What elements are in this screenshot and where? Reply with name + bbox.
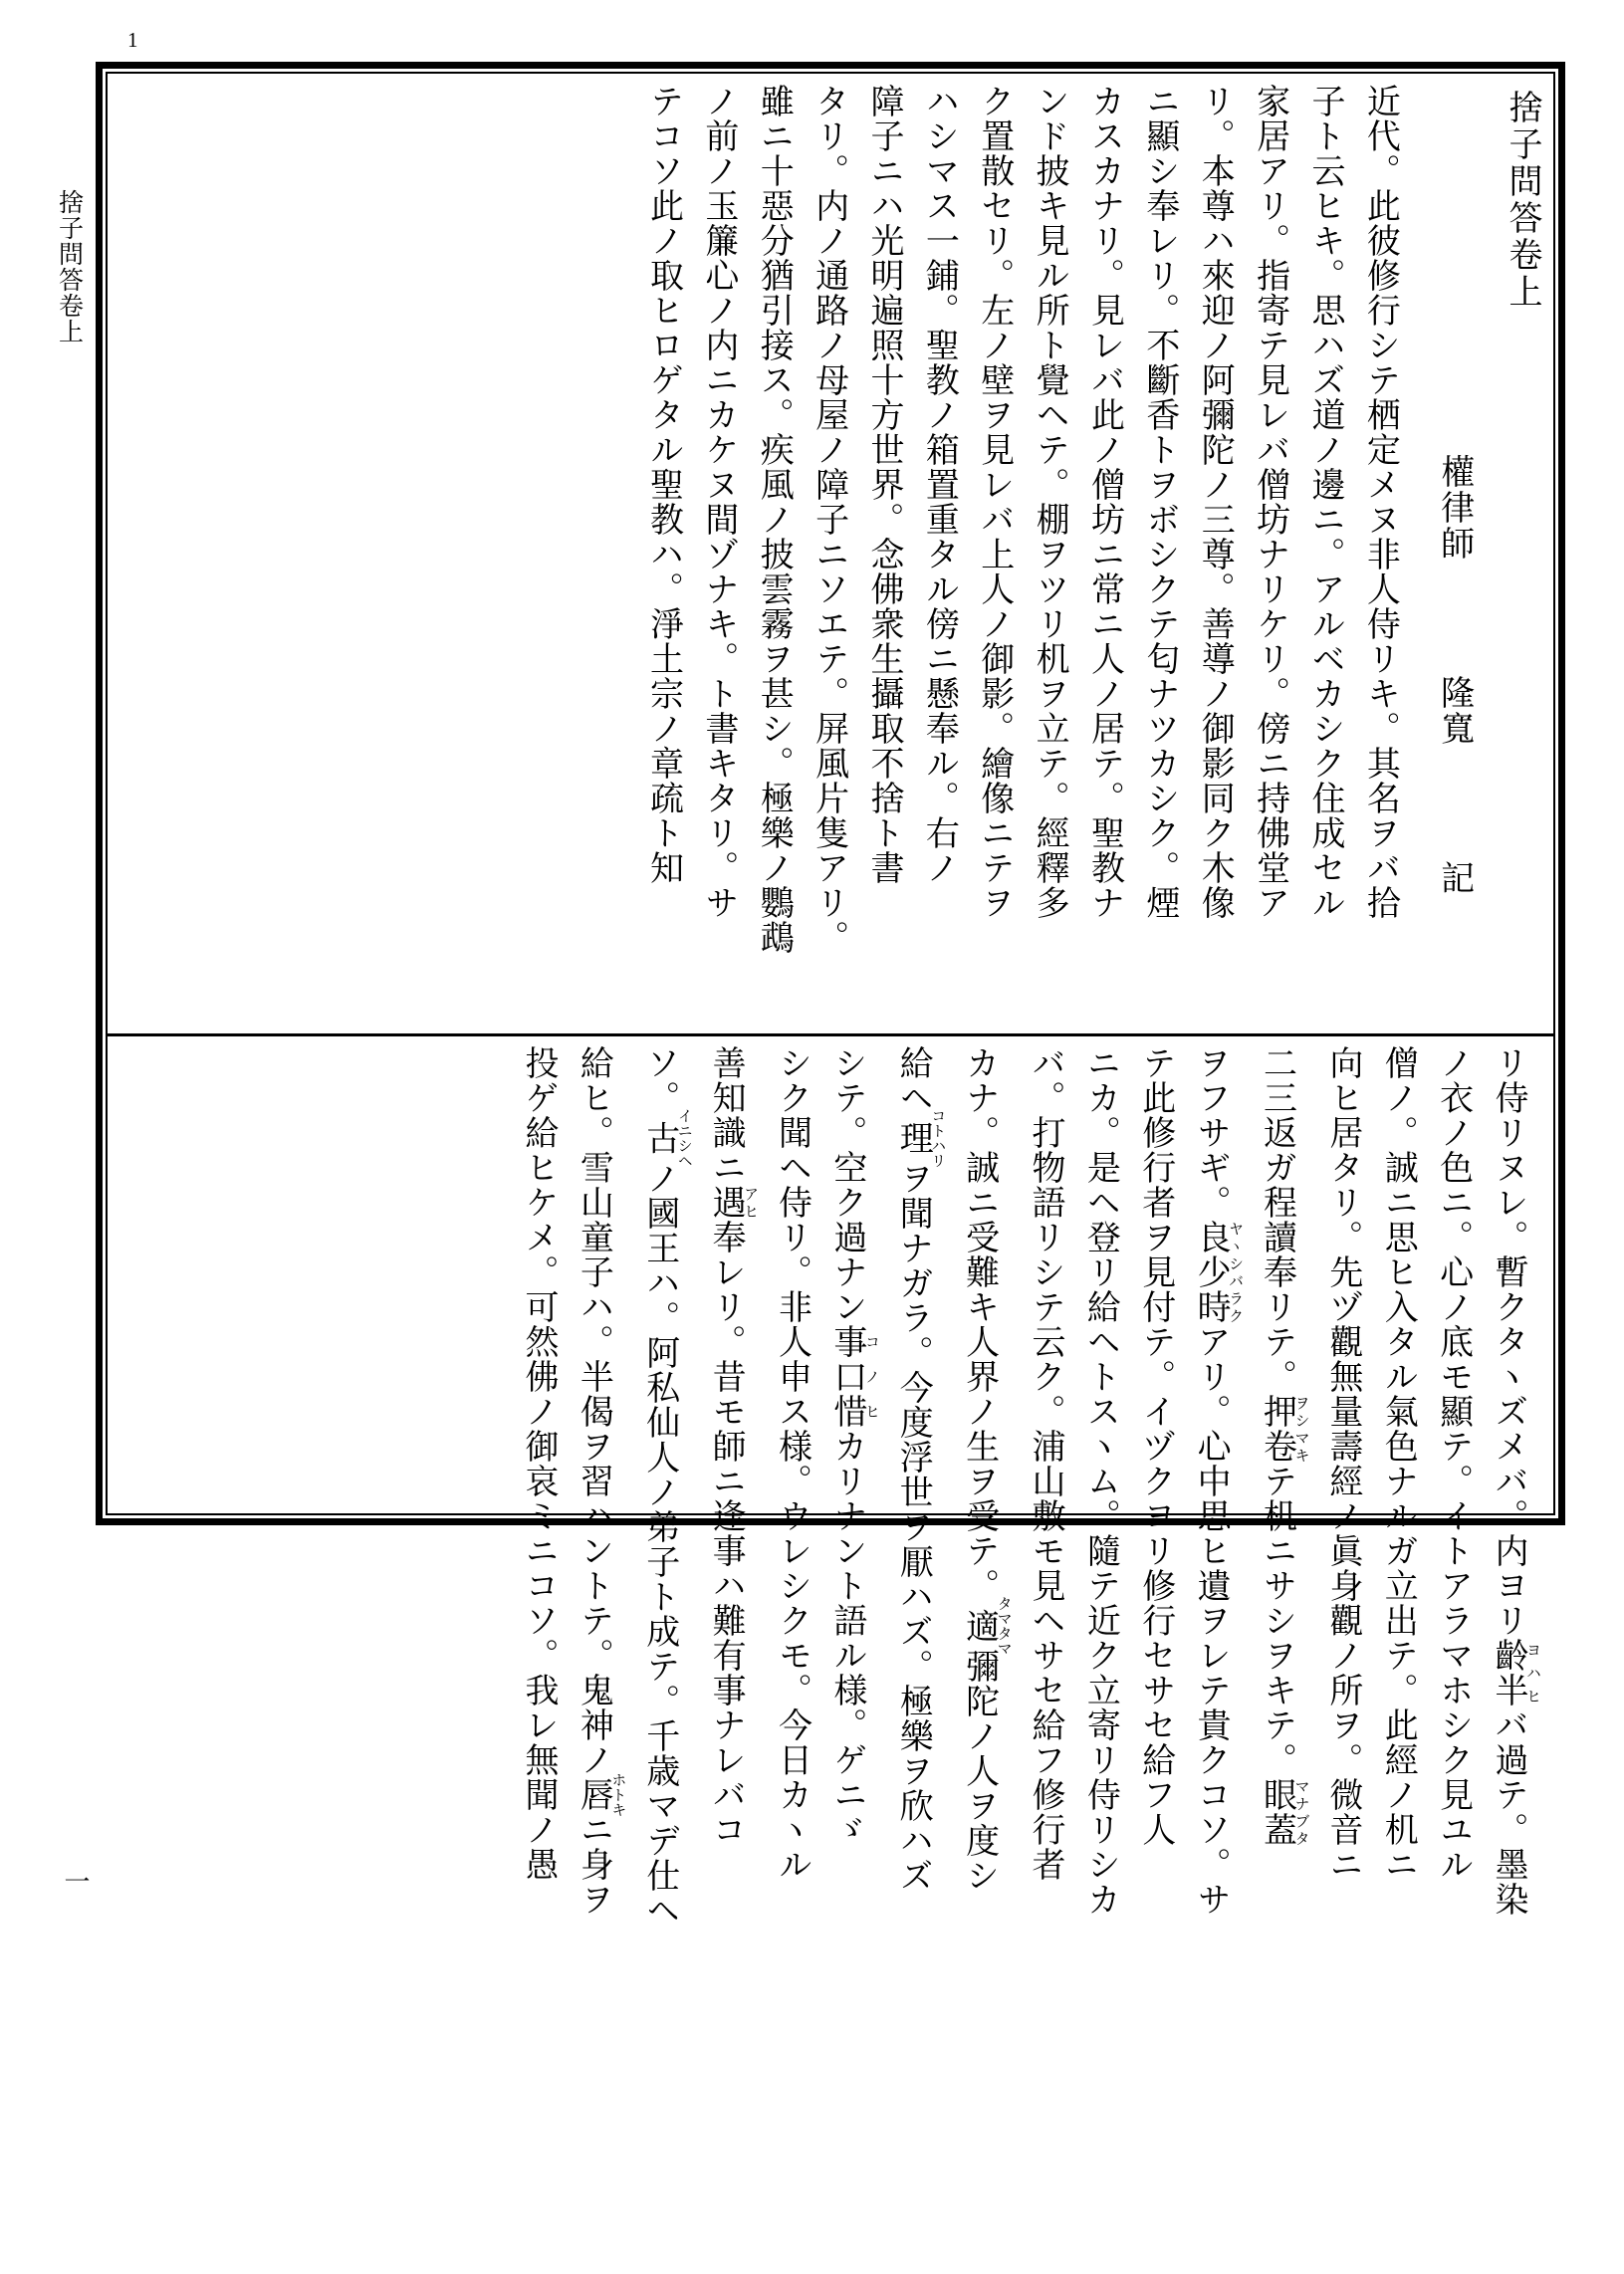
text-column: 雖ニ十惡分猶引接ス。疾風ノ披雲霧ヲ甚シ。極樂ノ鸚鵡 [754, 84, 795, 955]
text-column: シク聞ヘ侍リ。非人申ス様。ウレシクモ。今日カヽル [772, 1045, 812, 1882]
text-column: タリ。内ノ通路ノ母屋ノ障子ニソエテ。屏風片隻アリ。 [809, 84, 849, 955]
furigana-ruby [574, 1772, 628, 1817]
furigana-base: 事口惜 [826, 1324, 867, 1429]
text-column: 近代。此彼修行シテ栖定メヌ非人侍リキ。其名ヲバ拾 [1360, 84, 1401, 920]
folio-number-kanji: 一 [60, 1868, 90, 1894]
furigana-ruby [1257, 1777, 1311, 1847]
furigana-reading: コトハリ [929, 1108, 948, 1168]
furigana-ruby [826, 1324, 881, 1429]
text-column: テ此修行者ヲ見付テ。イヅクヨリ修行セサセ給フ人 [1135, 1045, 1176, 1847]
furigana-ruby [639, 1108, 694, 1168]
furigana-base: 押卷 [1257, 1394, 1297, 1464]
text-column: ンド披キ見ル所ト覺ヘテ。棚ヲツリ机ヲ立テ。經釋多 [1030, 84, 1070, 920]
furigana-reading: ホトキ [609, 1772, 628, 1817]
byline-role: 記 [1434, 860, 1475, 896]
furigana-base: 唇 [574, 1772, 614, 1817]
text-column: バ。打物語リシテ云ク。浦山敷モ見ヘサセ給フ修行者 [1026, 1045, 1065, 1882]
furigana-ruby [706, 1185, 761, 1220]
text-column: リ侍リヌレ。暫クタヽズメバ。内ヨリ齡半ヨハヒバ過テ。墨染 [1489, 1045, 1542, 1917]
running-head: 捨子問答卷上 [55, 189, 85, 344]
furigana-ruby [959, 1596, 1014, 1656]
block-divider-rule [108, 1033, 1553, 1036]
text-column: 給ヒ。雪山童子ハ。半偈ヲ習ハントテ。鬼神ノ唇ホトキニ身ヲ [574, 1045, 628, 1917]
text-column: ノ前ノ玉簾心ノ内ニカケヌ間ゾナキ。ト書キタリ。サ [698, 84, 739, 920]
text-column: 家居アリ。指寄テ見レバ僧坊ナリケリ。傍ニ持佛堂ア [1250, 84, 1290, 920]
furigana-reading: アヒ [742, 1185, 761, 1220]
text-column: ク置散セリ。左ノ壁ヲ見レバ上人ノ御影。繪像ニテヲ [974, 84, 1015, 920]
text-column: テコソ此ノ取ヒロゲタル聖教ハ。淨土宗ノ章疏ト知 [643, 84, 684, 885]
furigana-reading: コノヒ [862, 1324, 881, 1429]
furigana-base: 適 [959, 1596, 1000, 1656]
furigana-base: 理 [893, 1108, 934, 1168]
furigana-base: 齡半 [1489, 1638, 1528, 1707]
text-column: ソ。古イニシヘノ國王ハ。阿私仙人ノ弟子ト成テ。千歳マデ仕ヘ [639, 1045, 694, 1928]
text-column: 僧ノ。誠ニ思ヒ入タル氣色ナルガ立出テ。此經ノ机ニ [1378, 1045, 1419, 1882]
furigana-ruby [1257, 1394, 1311, 1464]
text-column: 善知識ニ遇アヒ奉レリ。昔モ師ニ逢事ハ難有事ナレバコ [706, 1045, 761, 1847]
furigana-reading: ヲシマキ [1292, 1394, 1311, 1464]
furigana-ruby [1489, 1638, 1542, 1707]
byline-name: 隆寬 [1434, 675, 1475, 747]
furigana-base: 古 [639, 1108, 680, 1168]
text-column: 障子ニハ光明遍照十方世界。念佛衆生攝取不捨ト書 [864, 84, 904, 885]
text-column: ニ顯シ奉レリ。不斷香トヲボシクテ匂ナツカシク。煙 [1139, 84, 1180, 920]
furigana-reading: マナブタ [1292, 1777, 1311, 1847]
text-column: ハシマス一鋪。聖教ノ箱置重タル傍ニ懸奉ル。右ノ [919, 84, 960, 885]
upper-text-block [119, 84, 1541, 1025]
text-column: 向ヒ居タリ。先ヅ觀無量壽經ノ眞身觀ノ所ヲ。微音ニ [1322, 1045, 1363, 1882]
furigana-ruby [1191, 1220, 1246, 1324]
text-column: ノ衣ノ色ニ。心ノ底モ顯テ。イトアラマホシク見ユル [1433, 1045, 1474, 1882]
text-column: ニカ。是ヘ登リ給ヘトスヽム。隨テ近ク立寄リ侍リシカ [1080, 1045, 1121, 1917]
text-column: ヲフサギ。良少時ヤヽシバラクアリ。心中思ヒ遺ヲレテ貴クコソ。サ [1191, 1045, 1246, 1917]
furigana-reading: ヤヽシバラク [1227, 1220, 1246, 1324]
text-column: 投ゲ給ヒケメ。可然佛ノ御哀ミニコソ。我レ無聞ノ愚 [519, 1045, 559, 1882]
furigana-base: 眼蓋 [1257, 1777, 1297, 1847]
furigana-ruby [893, 1108, 948, 1168]
byline-title: 權律師 [1434, 454, 1475, 562]
document-title: 捨子問答卷上 [1503, 90, 1542, 311]
furigana-reading: イニシヘ [675, 1108, 694, 1168]
text-column: 二三返ガ程讀奉リテ。押卷ヲシマキテ机ニサシヲキテ。眼蓋マナブタ [1257, 1045, 1311, 1847]
text-column: カナ。誠ニ受難キ人界ノ生ヲ受テ。適タマタマ彌陀ノ人ヲ度シ [959, 1045, 1014, 1893]
folio-number-arabic: 1 [127, 28, 138, 52]
text-column: 給ヘ理コトハリヲ聞ナガラ。今度浮世ヲ厭ハズ。極樂ヲ欣ハズ [893, 1045, 948, 1893]
lower-text-block [119, 1045, 1542, 1928]
text-column: シテ。空ク過ナン事口惜コノヒカリナント語ル様。ゲニゞ [826, 1045, 881, 1847]
text-column: カスカナリ。見レバ此ノ僧坊ニ常ニ人ノ居テ。聖教ナ [1084, 84, 1125, 920]
furigana-base: 良少時 [1191, 1220, 1232, 1324]
furigana-base: 遇 [706, 1185, 747, 1220]
text-column: 子ト云ヒキ。思ハズ道ノ邊ニ。アルベカシク住成セル [1305, 84, 1345, 920]
furigana-reading: ヨハヒ [1524, 1638, 1542, 1707]
furigana-reading: タマタマ [995, 1596, 1014, 1656]
text-column: リ。本尊ハ來迎ノ阿彌陀ノ三尊。善導ノ御影同ク木像 [1195, 84, 1236, 920]
